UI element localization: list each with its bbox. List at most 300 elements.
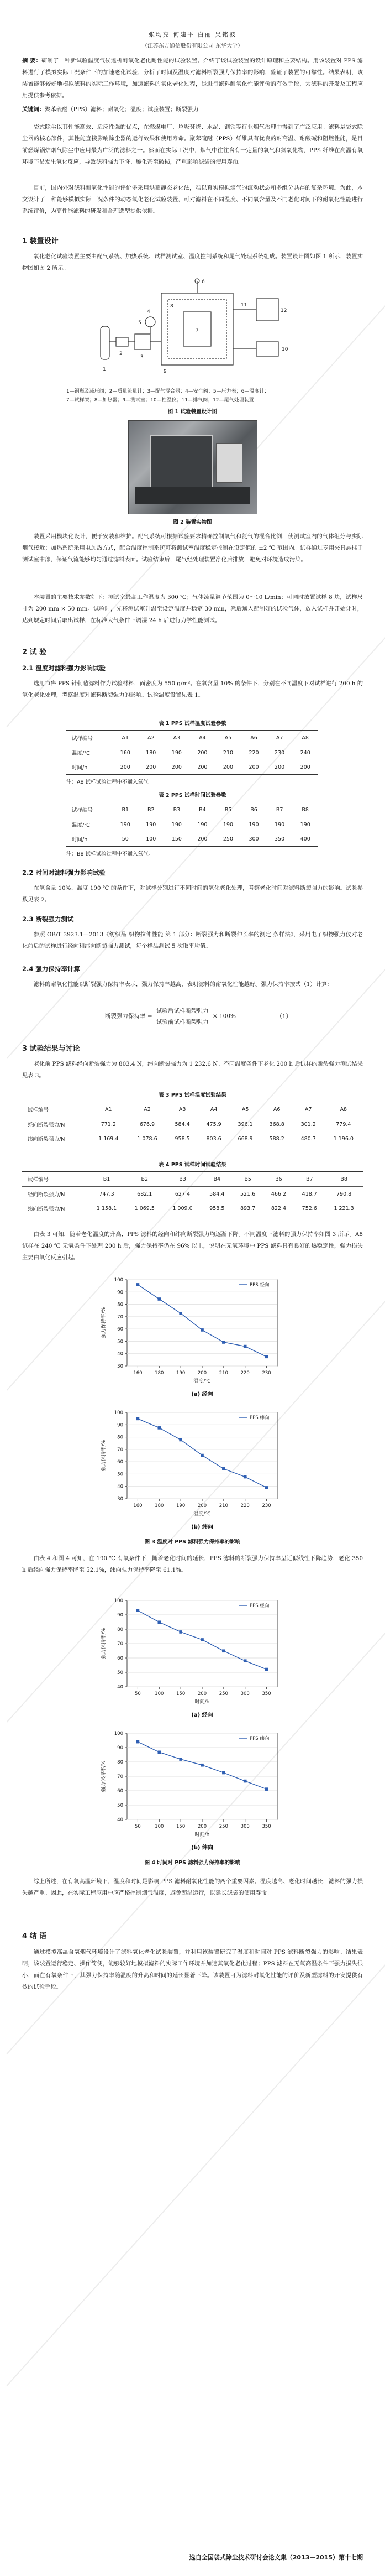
formula-1	[105, 1007, 292, 1026]
chart-subtitle: (a) 经向	[191, 1712, 213, 1718]
table-cell: 475.9	[206, 1121, 221, 1128]
table-cell: A6	[261, 1102, 293, 1117]
section-4-paragraph: 通过模拟高温含氧烟气环境设计了滤料氧化老化试验装置，并利用该装置研究了温度和时间对 PPS 滤料断裂强力的影响。结果表明，该装置运行稳定、操作简便，能够较好地模拟滤料的实际工作环境并加速其氧化老化过程；PPS 滤料在无氧高温条件下强力损失很小，而在有氧条件下，其强力保持率随温度的升高和时间的延长显著下降。该装置可为滤料耐氧化性能的评价及新型滤料的开发提供有效的试验手段。	[22, 1949, 363, 1990]
table-cell: 396.1	[238, 1121, 253, 1128]
table-cell: 200	[171, 764, 182, 770]
section-4-heading: 4 结 语	[22, 1932, 47, 1941]
table-cell: 752.6	[302, 1205, 317, 1212]
table-row	[22, 1117, 363, 1132]
figure-1-schematic	[93, 277, 292, 383]
y-tick-label: 60	[117, 1459, 123, 1466]
data-point	[201, 1764, 204, 1767]
table-cell: 100	[146, 836, 156, 842]
y-tick-label: 50	[117, 1803, 123, 1808]
section-3-paragraph-2: 由表 3 可知，随着老化温度的升高，PPS 滤料的经向和纬向断裂强力均逐渐下降。不同温度下滤料的强力保持率如图 3 所示。A8 试样在 240 ℃ 无氧条件下处理 200 h 后，强力保持率仍在 96% 以上，说明在无氧环境中 PPS 滤料具有良好的热稳定性，强力损失主要由氧化反应引起。	[22, 1231, 363, 1261]
table-cell: 418.7	[302, 1191, 317, 1197]
table-cell: A6	[241, 731, 267, 745]
x-tick-label: 220	[240, 1370, 250, 1376]
section-3-paragraph: 老化前 PPS 滤料经向断裂强力为 803.4 N，纬向断裂强力为 1 232.6 N。不同温度条件下老化 200 h 后试样的断裂强力测试结果见表 3。	[22, 1061, 363, 1079]
section-2-3-paragraph: 参照 GB/T 3923.1—2013《纺织品 织物拉伸性能 第 1 部分：断裂强力和断裂伸长率的测定 条样法》，采用电子织物强力仪对老化前后的试样进行经向和纬向断裂强力测试，每个样品测试 5 次取平均值。	[22, 931, 363, 950]
table-cell: 200	[249, 764, 259, 770]
table-cell: 368.8	[269, 1121, 284, 1128]
figure-3b-chart	[98, 1405, 286, 1532]
intro-paragraph-2: 目前，国内外对滤料耐氧化性能的评价多采用烘箱静态老化法，难以真实模拟烟气的流动状态和多组分共存的复杂环境。为此，本文设计了一种能够模拟实际工况条件的动态氧化老化试验装置，可对滤料在不同温度、不同氧含量及不同老化时间下的耐氧化性能进行系统评价，为高性能滤料的研发和合理选型提供依据。	[22, 185, 363, 215]
data-point	[179, 1630, 182, 1634]
data-point	[157, 1426, 161, 1430]
x-tick-label: 230	[262, 1370, 271, 1376]
table-cell: 试样编号	[66, 731, 112, 745]
x-tick-label: 160	[133, 1370, 143, 1376]
table-cell: B6	[241, 802, 267, 817]
table-cell: 150	[171, 836, 182, 842]
y-tick-label: 50	[117, 1339, 123, 1345]
table-cell: B8	[325, 1172, 363, 1187]
section-3-paragraph-3: 由表 4 和图 4 可知，在 190 ℃ 有氧条件下，随着老化时间的延长，PPS 滤料的断裂强力保持率呈近似线性下降趋势，老化 350 h 后经向强力保持率降至 52.1%，纬向强力保持率降至 61.1%。	[22, 1555, 363, 1573]
table-cell: 1 169.4	[98, 1135, 119, 1142]
y-axis-label: 强力保持率/%	[101, 1440, 107, 1472]
table-cell: 200	[197, 836, 208, 842]
table-cell: 480.7	[300, 1135, 316, 1142]
table-cell: 190	[146, 821, 156, 828]
x-tick-label: 200	[197, 1824, 207, 1829]
section-2-1-heading: 2.1 温度对滤料强力影响试验	[22, 664, 106, 672]
x-tick-label: 180	[155, 1503, 164, 1509]
table-4-caption: 表 4 PPS 试样时间试验结果	[159, 1162, 226, 1168]
table-cell: 190	[171, 821, 182, 828]
section-1-paragraph-3: 本装置的主要技术参数如下：测试室最高工作温度为 300 ℃；气体流量调节范围为 0～10 L/min；可同时放置试样 8 块，试样尺寸为 200 mm × 50 mm。试验时，先将测试室升温至设定温度并稳定 30 min，然后通入配制好的试验气体，放入试样并开始计时，达到规定时间后取出试样，在标准大气条件下调湿 24 h 后进行力学性能测试。	[22, 594, 363, 624]
table-cell: A2	[128, 1102, 166, 1117]
table-cell: 温度/℃	[72, 750, 90, 757]
table-cell: 779.4	[336, 1121, 351, 1128]
table-cell: 200	[120, 764, 130, 770]
table-row	[22, 1187, 363, 1202]
y-tick-label: 80	[117, 1760, 123, 1765]
abstract-label: 摘 要：	[22, 58, 42, 64]
y-tick-label: 70	[117, 1447, 123, 1453]
x-tick-label: 200	[197, 1370, 207, 1376]
x-tick-label: 50	[135, 1691, 141, 1697]
table-1-note: 注：A8 试样试验过程中不通入氧气。	[66, 779, 154, 785]
table-cell: 210	[223, 749, 234, 756]
x-tick-label: 160	[133, 1503, 143, 1509]
table-cell: A2	[138, 731, 164, 745]
table-cell: 1 069.5	[134, 1205, 155, 1212]
table-cell: 190	[275, 821, 285, 828]
table-cell: 经向断裂强力/N	[28, 1192, 65, 1198]
table-cell: 584.4	[209, 1191, 225, 1197]
data-point	[201, 1328, 204, 1332]
table-cell: 521.6	[240, 1191, 256, 1197]
figure-1-legend-line-1: 1—钢瓶及减压阀；2—质量流量计；3—配气混合器；4—安全阀；5—压力表；6—温度计；	[66, 389, 270, 394]
table-cell: 200	[197, 764, 208, 770]
data-point	[179, 1438, 182, 1442]
table-2-note: 注：B8 试样试验过程中不通入氧气。	[66, 851, 154, 857]
table-cell: 190	[197, 821, 208, 828]
y-axis-label: 强力保持率/%	[101, 1760, 107, 1792]
y-tick-label: 30	[117, 1364, 123, 1369]
figure-2-caption: 图 2 装置实物图	[173, 519, 212, 525]
x-tick-label: 150	[176, 1691, 186, 1697]
table-cell: 温度/℃	[72, 822, 90, 828]
gas-cylinder	[101, 326, 109, 359]
table-3-caption: 表 3 PPS 试样温度试验结果	[159, 1092, 226, 1098]
data-point	[201, 1454, 204, 1457]
data-point	[265, 1486, 268, 1489]
table-1	[66, 730, 318, 775]
table-cell: 958.5	[209, 1205, 225, 1212]
data-point	[136, 1417, 140, 1421]
table-cell: 822.4	[271, 1205, 287, 1212]
data-point	[265, 1668, 268, 1671]
keywords-label: 关键词：	[22, 106, 45, 113]
table-3	[22, 1102, 363, 1146]
table-cell: 747.3	[99, 1191, 114, 1197]
section-1-paragraph: 氧化老化试验装置主要由配气系统、加热系统、试样测试室、温度控制系统和尾气处理系统组成。装置设计图如图 1 所示，装置实物图如图 2 所示。	[22, 253, 363, 272]
table-row	[22, 1201, 363, 1216]
table-cell: B5	[215, 802, 241, 817]
chart-subtitle: (a) 经向	[191, 1391, 213, 1397]
y-tick-label: 80	[117, 1435, 123, 1441]
section-1-heading: 1 装置设计	[22, 237, 59, 246]
table-cell: 时间/h	[72, 765, 88, 771]
table-cell: B4	[202, 1172, 233, 1187]
table-cell: 250	[223, 836, 234, 842]
keywords	[22, 104, 363, 116]
data-point	[222, 1649, 225, 1652]
section-1-paragraph-2: 装置采用模块化设计，便于安装和维护。配气系统可根据试验要求精确控制氧气和氮气的混合比例，使测试室内的气体组分与实际烟气接近；加热系统采用电加热方式，配合温度控制系统可将测试室温度稳定控制在设定值的 ±2 ℃ 范围内。试样通过专用夹具悬挂于测试室中部，保证气流能够均匀通过滤料表面。试验结束后，尾气经处理装置净化后排放，避免对环境造成污染。	[22, 533, 363, 563]
figure-1-caption: 图 1 试验装置设计图	[167, 409, 218, 415]
data-point	[244, 1659, 247, 1662]
table-cell: 350	[275, 836, 285, 842]
table-cell: 纬向断裂强力/N	[28, 1136, 65, 1143]
table-cell: B8	[292, 802, 318, 817]
x-tick-label: 300	[240, 1824, 250, 1829]
section-2-2-paragraph: 在氧含量 10%、温度 190 ℃ 的条件下，对试样分别进行不同时间的氧化老化处理，考察老化时间对滤料断裂强力的影响。试验参数见表 2。	[22, 885, 363, 903]
table-cell: 893.7	[240, 1205, 256, 1212]
section-2-2-heading: 2.2 时间对滤料强力影响试验	[22, 869, 106, 877]
y-tick-label: 100	[114, 1277, 123, 1283]
table-cell: A5	[230, 1102, 261, 1117]
y-tick-label: 70	[117, 1314, 123, 1320]
formula-numerator: 试验后试样断裂强力	[154, 1007, 211, 1016]
table-cell: A3	[164, 731, 190, 745]
y-tick-label: 50	[117, 1472, 123, 1478]
table-cell: 160	[120, 749, 130, 756]
figure-4b-chart	[98, 1725, 286, 1853]
y-axis-label: 强力保持率/%	[101, 1307, 107, 1339]
table-cell: A1	[112, 731, 138, 745]
table-cell: 400	[300, 836, 310, 842]
table-cell: A7	[267, 731, 293, 745]
keywords-text: 聚苯硫醚（PPS）滤料；耐氧化；温度；试验装置；断裂强力	[45, 106, 199, 113]
table-cell: B6	[263, 1172, 294, 1187]
abstract-text: 研制了一种新试验温度气候透析耐氧化老化耐性能的试验装置。介绍了该试验装置的设计原理和主要结构。用该装置对 PPS 滤料进行了模拟实际工况条件下的加速老化试验，分析了时间及温度对滤料断裂强力保持率的影响，验证了装置的可靠性。结果表明，该装置能够较好地模拟滤料的实际工作环境，加速滤料的氧化老化过程，是进行滤料耐氧化性能评价的有效手段，为滤料的开发及工程应用提供参考依据。	[22, 58, 363, 99]
formula-lhs: 断裂强力保持率 =	[105, 1013, 152, 1020]
x-tick-label: 350	[262, 1691, 271, 1697]
table-cell: 试样编号	[66, 802, 112, 817]
table-cell: 588.2	[269, 1135, 284, 1142]
table-cell: 1 196.0	[333, 1135, 354, 1142]
data-point	[136, 1740, 140, 1744]
table-cell: 190	[249, 821, 259, 828]
table-cell: 试样编号	[22, 1102, 89, 1117]
fig1-label-6: 6	[202, 279, 205, 285]
table-cell: 627.4	[175, 1191, 191, 1197]
table-cell: 1 009.0	[172, 1205, 193, 1212]
figure-1-legend-line-2: 7—试样架；8—加热器；9—测试室；10—控温仪；11—排气阀；12—尾气处理装置	[66, 398, 254, 403]
table-cell: 240	[300, 749, 310, 756]
table-cell: 纬向断裂强力/N	[28, 1206, 65, 1212]
formula-tag: （1）	[276, 1013, 292, 1020]
x-tick-label: 300	[240, 1691, 250, 1697]
table-cell: A8	[324, 1102, 363, 1117]
y-tick-label: 40	[117, 1817, 123, 1823]
table-cell: 经向断裂强力/N	[28, 1122, 65, 1128]
data-point	[157, 1297, 161, 1301]
table-row	[66, 802, 318, 817]
formula-fraction	[154, 1007, 211, 1026]
table-cell: 682.1	[137, 1191, 152, 1197]
y-tick-label: 60	[117, 1788, 123, 1794]
mass-flow-meter	[116, 337, 128, 346]
table-cell: 200	[146, 764, 156, 770]
table-cell: 1 221.3	[334, 1205, 354, 1212]
x-tick-label: 200	[197, 1503, 207, 1509]
table-cell: 200	[275, 764, 285, 770]
data-point	[244, 1345, 247, 1348]
data-point	[244, 1780, 247, 1783]
table-row	[66, 731, 318, 745]
table-cell: B2	[125, 1172, 164, 1187]
x-tick-label: 210	[219, 1370, 228, 1376]
table-cell: B4	[189, 802, 215, 817]
y-tick-label: 30	[117, 1496, 123, 1502]
fig1-label-10: 10	[282, 347, 288, 352]
y-tick-label: 60	[117, 1656, 123, 1661]
table-cell: A7	[293, 1102, 324, 1117]
x-axis-label: 温度/℃	[193, 1511, 211, 1517]
y-tick-label: 100	[114, 1410, 123, 1416]
figure-4a-chart	[98, 1593, 286, 1720]
table-cell: 200	[197, 749, 208, 756]
author-line: 张均亮 何建平 白丽 吴铭波	[148, 31, 237, 38]
chart-subtitle: (b) 纬向	[191, 1845, 213, 1851]
table-2-caption: 表 2 PPS 试样时间试验参数	[159, 792, 226, 799]
table-cell: 200	[300, 764, 310, 770]
fig1-label-11: 11	[241, 303, 247, 308]
table-cell: 50	[122, 836, 129, 842]
table-cell: 301.2	[300, 1121, 316, 1128]
y-tick-label: 90	[117, 1745, 123, 1751]
x-tick-label: 150	[176, 1824, 186, 1829]
y-tick-label: 60	[117, 1327, 123, 1333]
table-cell: 300	[249, 836, 259, 842]
fig1-label-1: 1	[103, 367, 106, 372]
fig1-label-12: 12	[281, 308, 287, 314]
data-point	[222, 1467, 225, 1470]
figure-4-caption: 图 4 时间对 PPS 滤料强力保持率的影响	[144, 1860, 241, 1866]
table-cell: 771.2	[101, 1121, 116, 1128]
table-cell: 190	[120, 821, 130, 828]
y-tick-label: 40	[117, 1351, 123, 1357]
legend-label: PPS 纬向	[250, 1415, 270, 1421]
y-tick-label: 100	[114, 1598, 123, 1604]
chart-subtitle: (b) 纬向	[191, 1524, 213, 1530]
table-cell: 676.9	[139, 1121, 155, 1128]
table-1-caption: 表 1 PPS 试样温度试验参数	[159, 721, 226, 727]
table-cell: B7	[267, 802, 293, 817]
table-cell: B3	[164, 802, 190, 817]
y-tick-label: 90	[117, 1613, 123, 1618]
x-tick-label: 250	[219, 1691, 228, 1697]
table-cell: 790.8	[336, 1191, 352, 1197]
y-tick-label: 80	[117, 1302, 123, 1308]
x-axis-label: 时间/h	[194, 1699, 210, 1705]
section-2-4-paragraph: 滤料的耐氧化性能以断裂强力保持率表示，强力保持率越高，表明滤料的耐氧化性能越好。强力保持率按式（1）计算：	[33, 981, 333, 988]
data-point	[222, 1341, 225, 1344]
data-point	[201, 1638, 204, 1641]
figure-3-caption: 图 3 温度对 PPS 滤料强力保持率的影响	[144, 1539, 241, 1545]
y-tick-label: 100	[114, 1731, 123, 1737]
temperature-controller	[256, 342, 278, 356]
section-2-3-heading: 2.3 断裂强力测试	[22, 915, 74, 923]
table-cell: A4	[198, 1102, 230, 1117]
x-tick-label: 100	[155, 1824, 164, 1829]
table-row	[66, 832, 318, 847]
figure-3a-chart	[98, 1272, 286, 1399]
y-tick-label: 70	[117, 1641, 123, 1647]
table-cell: A4	[189, 731, 215, 745]
y-tick-label: 90	[117, 1290, 123, 1296]
data-point	[136, 1609, 140, 1612]
x-axis-label: 温度/℃	[193, 1379, 211, 1384]
fig1-label-7: 7	[196, 328, 199, 333]
table-row	[66, 760, 318, 775]
data-point	[136, 1283, 140, 1286]
table-cell: 200	[223, 764, 234, 770]
table-2	[66, 802, 318, 847]
y-tick-label: 40	[117, 1484, 123, 1490]
table-cell: 试样编号	[22, 1172, 88, 1187]
legend-label: PPS 经向	[250, 1282, 270, 1288]
table-row	[66, 745, 318, 760]
x-tick-label: 220	[240, 1503, 250, 1509]
table-cell: B7	[294, 1172, 325, 1187]
fig1-label-5: 5	[138, 320, 141, 326]
table-cell: 190	[171, 749, 182, 756]
y-tick-label: 70	[117, 1774, 123, 1780]
formula-denominator: 试验前试样断裂强力	[156, 1019, 209, 1025]
table-cell: B5	[233, 1172, 263, 1187]
data-point	[265, 1787, 268, 1791]
x-tick-label: 100	[155, 1691, 164, 1697]
gas-mixer	[135, 334, 150, 350]
table-cell: 190	[223, 821, 234, 828]
section-2-heading: 2 试 验	[22, 648, 47, 656]
y-tick-label: 90	[117, 1422, 123, 1428]
fig1-label-4: 4	[147, 309, 150, 315]
x-tick-label: 250	[219, 1824, 228, 1829]
table-row	[22, 1131, 363, 1146]
table-cell: 466.2	[271, 1191, 287, 1197]
table-cell: 220	[249, 749, 259, 756]
data-point	[179, 1312, 182, 1315]
x-tick-label: 350	[262, 1824, 271, 1829]
table-cell: 803.6	[206, 1135, 221, 1142]
table-cell: 230	[275, 749, 285, 756]
x-tick-label: 190	[176, 1503, 186, 1509]
table-cell: 180	[146, 749, 156, 756]
formula-rhs: × 100%	[212, 1013, 236, 1020]
table-cell: 时间/h	[72, 837, 88, 843]
table-row	[22, 1102, 363, 1117]
table-cell: B1	[112, 802, 138, 817]
section-2-1-paragraph: 选用市售 PPS 针刺毡滤料作为试验材料，面密度为 550 g/m²。在氧含量 10% 的条件下，分别在不同温度下对试样进行 200 h 的氧化老化处理，考察温度对滤料断裂强力的影响。试验温度设置见表 1。	[22, 680, 363, 698]
table-cell: A1	[89, 1102, 128, 1117]
table-cell: A8	[292, 731, 318, 745]
x-tick-label: 210	[219, 1503, 228, 1509]
data-point	[244, 1475, 247, 1479]
table-cell: B2	[138, 802, 164, 817]
x-tick-label: 230	[262, 1503, 271, 1509]
data-point	[222, 1771, 225, 1775]
y-tick-label: 50	[117, 1670, 123, 1676]
table-cell: A3	[167, 1102, 198, 1117]
data-point	[265, 1355, 268, 1358]
table-cell: 958.5	[175, 1135, 190, 1142]
pressure-gauge	[145, 317, 155, 327]
table-cell: 190	[300, 821, 310, 828]
series-line	[138, 1419, 266, 1488]
section-3-heading: 3 试验结果与讨论	[22, 1045, 80, 1053]
table-cell: A5	[215, 731, 241, 745]
y-axis-label: 强力保持率/%	[101, 1628, 107, 1660]
x-tick-label: 190	[176, 1370, 186, 1376]
figure-2-photo	[128, 420, 257, 514]
fig1-label-8: 8	[170, 304, 173, 309]
table-cell: 584.4	[175, 1121, 190, 1128]
exhaust-treatment	[256, 299, 278, 321]
x-tick-label: 200	[197, 1691, 207, 1697]
intro-paragraph-1: 袋式除尘以其性能高效、适应性强的优点，在燃煤电厂、垃圾焚烧、水泥、钢铁等行业烟气治理中得到了广泛应用。滤料是袋式除尘器的核心部件，其性能直接影响除尘器的运行效果和使用寿命。聚苯硫醚（PPS）纤维具有优良的耐高温、耐酸碱和阻燃性能，是目前燃煤锅炉烟气除尘中应用最为广泛的滤料之一。然而在实际工况中，烟气中往往含有一定量的氧气和氮氧化物，PPS 纤维在高温有氧环境下易发生氧化反应，导致滤料强力下降、脆化甚至破损，严重影响滤袋的使用寿命。	[22, 124, 363, 165]
table-row	[66, 817, 318, 832]
x-axis-label: 时间/h	[194, 1832, 210, 1838]
table-4	[22, 1171, 363, 1216]
fig1-label-3: 3	[140, 354, 144, 360]
x-tick-label: 180	[155, 1370, 164, 1376]
series-line	[138, 1285, 266, 1357]
section-2-4-heading: 2.4 强力保持率计算	[22, 965, 80, 973]
footer-source: 选自全国袋式除尘技术研讨会论文集（2013—2015）第十七期	[189, 2554, 363, 2561]
legend-label: PPS 纬向	[250, 1736, 270, 1741]
table-cell: B1	[88, 1172, 126, 1187]
data-point	[157, 1620, 161, 1624]
fig1-label-2: 2	[119, 351, 123, 357]
fig1-label-9: 9	[164, 369, 167, 374]
legend-label: PPS 经向	[250, 1603, 270, 1609]
y-tick-label: 40	[117, 1685, 123, 1690]
abstract	[22, 55, 363, 102]
table-row	[22, 1172, 363, 1187]
table-cell: B3	[164, 1172, 202, 1187]
table-cell: 668.9	[238, 1135, 253, 1142]
data-point	[157, 1751, 161, 1754]
table-cell: 1 078.6	[137, 1135, 157, 1142]
x-tick-label: 50	[135, 1824, 141, 1829]
table-cell: 1 158.1	[96, 1205, 117, 1212]
affiliation: （江苏东方通信股份有限公司 东华大学）	[141, 43, 244, 49]
data-point	[179, 1758, 182, 1761]
